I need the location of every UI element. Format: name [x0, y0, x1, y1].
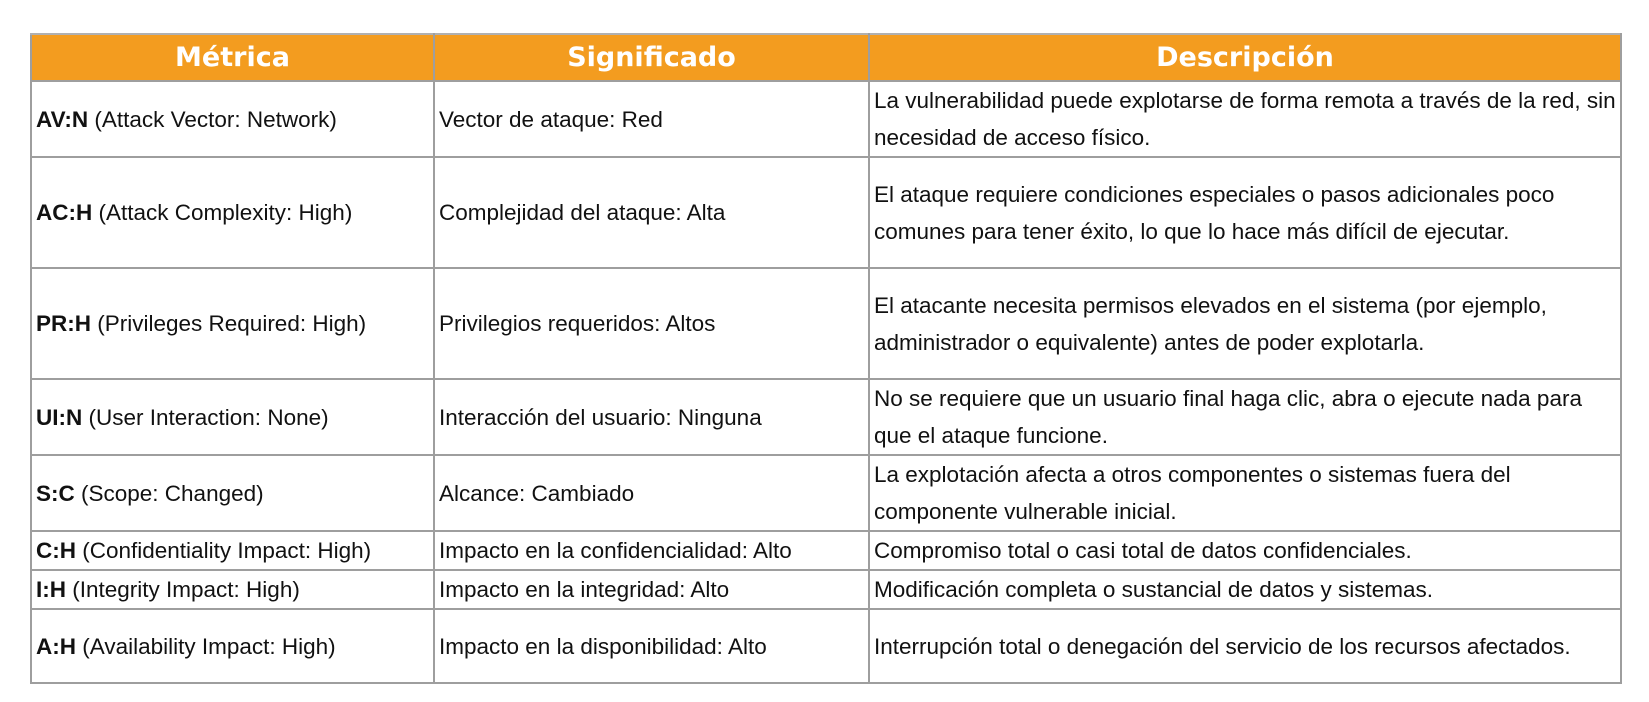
- meaning-cell: Interacción del usuario: Ninguna: [434, 379, 869, 455]
- metric-code: PR:H: [36, 311, 91, 336]
- metric-code: I:H: [36, 577, 66, 602]
- metric-code: AC:H: [36, 200, 93, 225]
- metric-cell: [31, 609, 434, 683]
- meaning-cell: Impacto en la disponibilidad: Alto: [434, 609, 869, 683]
- metric-description: (Attack Vector: Network): [88, 106, 337, 132]
- metric-cell: [31, 455, 434, 531]
- cvss-metrics-table-wrapper: [30, 33, 1620, 684]
- metric-code: A:H: [36, 633, 76, 659]
- metric-cell: [31, 157, 434, 268]
- description-cell: No se requiere que un usuario final haga clic, abra o ejecute nada para que el ataque funcione.: [869, 379, 1621, 455]
- description-cell: La explotación afecta a otros componentes o sistemas fuera del componente vulnerable inicial.: [869, 455, 1621, 531]
- metric-code: S:C: [36, 480, 75, 506]
- metric-description: (Scope: Changed): [74, 480, 264, 506]
- table-row: [31, 455, 1621, 531]
- description-cell: El atacante necesita permisos elevados en el sistema (por ejemplo, administrador o equivalente) antes de poder explotarla.: [869, 268, 1621, 379]
- metric-cell: [31, 81, 434, 157]
- description-cell: Compromiso total o casi total de datos confidenciales.: [869, 531, 1621, 570]
- meaning-cell: Complejidad del ataque: Alta: [434, 157, 869, 268]
- description-cell: La vulnerabilidad puede explotarse de forma remota a través de la red, sin necesidad de acceso físico.: [869, 81, 1621, 157]
- header-metrica: Métrica: [31, 34, 434, 81]
- description-cell: El ataque requiere condiciones especiales o pasos adicionales poco comunes para tener éxito, lo que lo hace más difícil de ejecutar.: [869, 157, 1621, 268]
- metric-cell: [31, 531, 434, 570]
- meaning-cell: Alcance: Cambiado: [434, 455, 869, 531]
- metric-cell: [31, 379, 434, 455]
- header-significado: Significado: [434, 34, 869, 81]
- cvss-metrics-table: [30, 33, 1622, 684]
- header-descripcion: Descripción: [869, 34, 1621, 81]
- metric-description: (Privileges Required: High): [91, 311, 367, 336]
- table-header-row: [31, 34, 1621, 81]
- metric-cell: [31, 570, 434, 609]
- metric-code: C:H: [36, 538, 76, 563]
- metric-description: (Availability Impact: High): [76, 633, 336, 659]
- table-row: [31, 268, 1621, 379]
- metric-code: UI:N: [36, 404, 83, 430]
- meaning-cell: Vector de ataque: Red: [434, 81, 869, 157]
- table-row: [31, 570, 1621, 609]
- meaning-cell: Impacto en la integridad: Alto: [434, 570, 869, 609]
- table-row: [31, 609, 1621, 683]
- metric-description: (Confidentiality Impact: High): [76, 538, 372, 563]
- meaning-cell: Privilegios requeridos: Altos: [434, 268, 869, 379]
- table-row: [31, 81, 1621, 157]
- table-row: [31, 531, 1621, 570]
- metric-description: (User Interaction: None): [82, 404, 329, 430]
- description-cell: Modificación completa o sustancial de datos y sistemas.: [869, 570, 1621, 609]
- table-row: [31, 379, 1621, 455]
- meaning-cell: Impacto en la confidencialidad: Alto: [434, 531, 869, 570]
- metric-code: AV:N: [36, 106, 89, 132]
- metric-cell: [31, 268, 434, 379]
- metric-description: (Integrity Impact: High): [66, 577, 300, 602]
- table-row: [31, 157, 1621, 268]
- description-cell: Interrupción total o denegación del servicio de los recursos afectados.: [869, 609, 1621, 683]
- metric-description: (Attack Complexity: High): [92, 200, 353, 225]
